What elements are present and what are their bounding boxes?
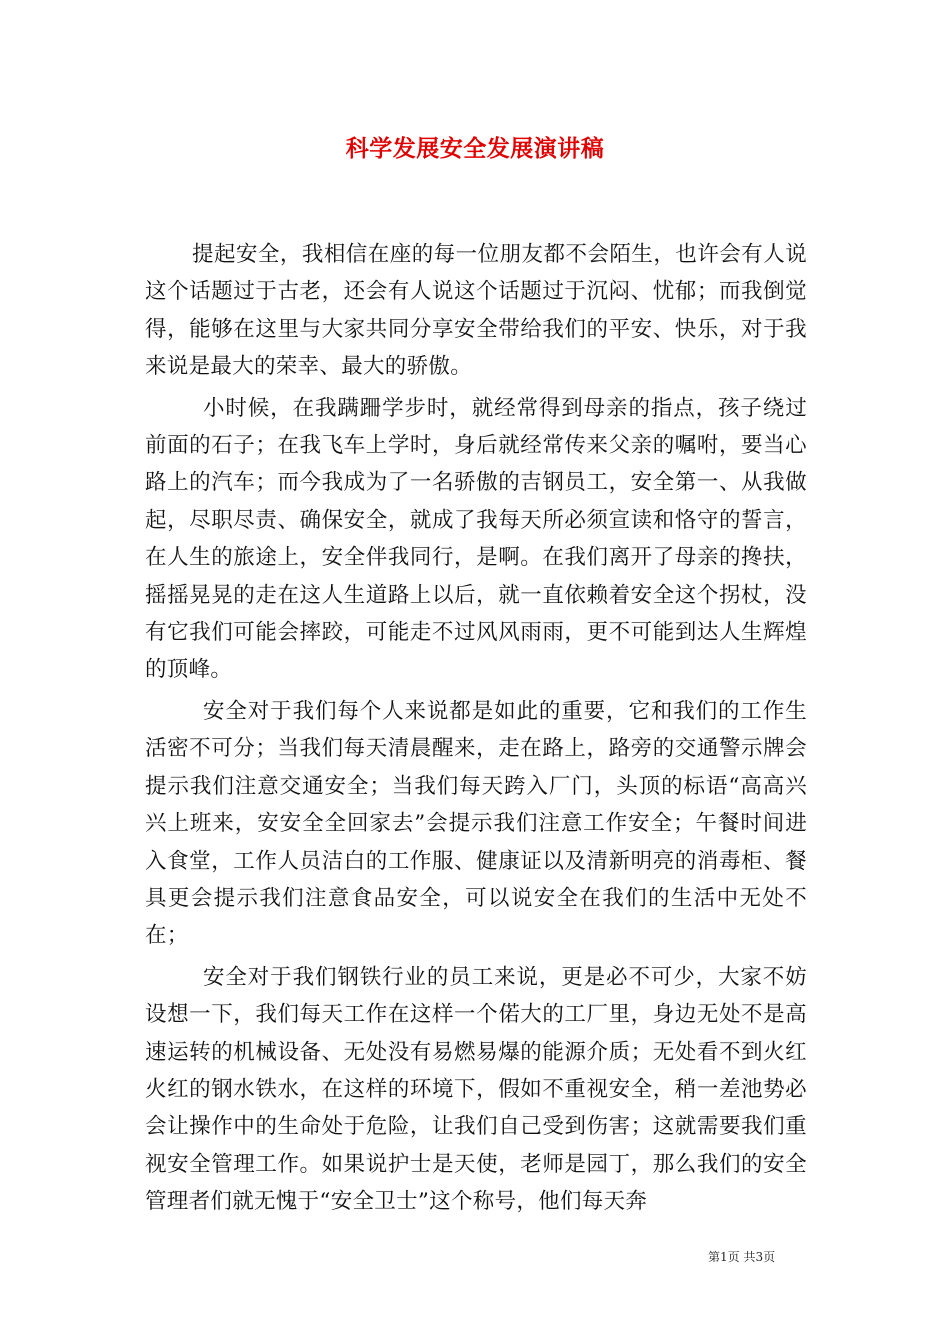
document-body (145, 236, 807, 1221)
paragraph-3: 安全对于我们每个人来说都是如此的重要，它和我们的工作生活密不可分；当我们每天清晨醒来，走在路上，路旁的交通警示牌会提示我们注意交通安全；当我们每天跨入厂门，头顶的标语“高高兴兴上班来，安安全全回家去”会提示我们注意工作安全；午餐时间进入食堂，工作人员洁白的工作服、健康证以及清新明亮的消毒柜、餐具更会提示我们注意食品安全，可以说安全在我们的生活中无处不在； (145, 698, 807, 949)
paragraph-1: 提起安全，我相信在座的每一位朋友都不会陌生，也许会有人说这个话题过于古老，还会有人说这个话题过于沉闷、忧郁；而我倒觉得，能够在这里与大家共同分享安全带给我们的平安、快乐，对于我来说是最大的荣幸、最大的骄傲。 (145, 242, 807, 380)
paragraph-4: 安全对于我们钢铁行业的员工来说，更是必不可少，大家不妨设想一下，我们每天工作在这样一个偌大的工厂里，身边无处不是高速运转的机械设备、无处没有易燃易爆的能源介质；无处看不到火红火红的钢水铁水，在这样的环境下，假如不重视安全，稍一差池势必会让操作中的生命处于危险，让我们自己受到伤害；这就需要我们重视安全管理工作。如果说护士是天使，老师是园丁，那么我们的安全管理者们就无愧于“安全卫士”这个称号，他们每天奔 (145, 964, 807, 1215)
paragraph-2: 小时候，在我蹒跚学步时，就经常得到母亲的指点，孩子绕过前面的石子；在我飞车上学时，身后就经常传来父亲的嘱咐，要当心路上的汽车；而今我成为了一名骄傲的吉钢员工，安全第一、从我做起，尽职尽责、确保安全，就成了我每天所必须宣读和恪守的誓言，在人生的旅途上，安全伴我同行，是啊。在我们离开了母亲的搀扶，摇摇晃晃的走在这人生道路上以后，就一直依赖着安全这个拐杖，没有它我们可能会摔跤，可能走不过风风雨雨，更不可能到达人生辉煌的顶峰。 (145, 395, 807, 683)
document-title: 科学发展安全发展演讲稿 (345, 135, 605, 162)
page-number-footer: 第1页 共3页 (708, 1250, 776, 1264)
